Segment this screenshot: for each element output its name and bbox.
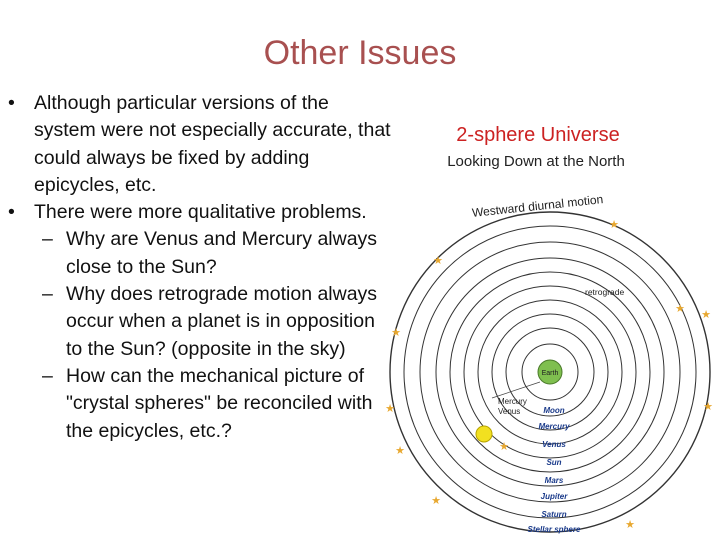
dash-icon: – bbox=[42, 283, 53, 306]
earth-label: Earth bbox=[541, 370, 559, 377]
star-icon: ★ bbox=[609, 219, 619, 231]
ring-label: Sun bbox=[546, 458, 562, 467]
star-icon: ★ bbox=[701, 309, 711, 321]
star-icon: ★ bbox=[385, 403, 395, 415]
ring-label: Mercury bbox=[538, 422, 570, 431]
star-icon: ★ bbox=[625, 519, 635, 531]
ring-label: Mars bbox=[544, 476, 564, 485]
dash-icon: – bbox=[42, 228, 53, 251]
diagram-subtitle: Looking Down at the North bbox=[447, 153, 625, 170]
bullet-list bbox=[6, 90, 391, 445]
bullet-text: Although particular versions of the system were not especially accurate, that could always be fixed by adding epicycles, etc. bbox=[34, 92, 391, 196]
slide-title: Other Issues bbox=[263, 34, 457, 72]
ring-label: Jupiter bbox=[540, 492, 568, 501]
bullet-item bbox=[6, 199, 391, 226]
retrograde-label: retrograde bbox=[585, 287, 625, 297]
star-icon: ★ bbox=[499, 441, 509, 453]
ring-label: Moon bbox=[543, 406, 565, 415]
bullet-dot-icon: • bbox=[8, 92, 15, 114]
sub-bullet-text: How can the mechanical picture of "crystal spheres" be reconciled with the epicycles, etc.? bbox=[66, 364, 373, 442]
mercury-label: Mercury bbox=[498, 397, 527, 406]
bullet-item bbox=[6, 90, 391, 199]
bullet-dot-icon: • bbox=[8, 201, 15, 224]
ring-label: Venus bbox=[542, 440, 566, 449]
sub-bullet-item bbox=[6, 281, 391, 363]
ring-label: Saturn bbox=[541, 510, 567, 519]
star-icon: ★ bbox=[703, 401, 713, 413]
sub-bullet-item bbox=[6, 226, 391, 281]
star-icon: ★ bbox=[431, 495, 441, 507]
star-icon: ★ bbox=[433, 255, 443, 267]
sub-bullet-text: Why are Venus and Mercury always close to the Sun? bbox=[66, 228, 378, 278]
star-icon: ★ bbox=[391, 327, 401, 339]
sun-disk bbox=[476, 426, 492, 442]
sub-bullet-item bbox=[6, 363, 391, 445]
bullet-text: There were more qualitative problems. bbox=[34, 201, 367, 224]
ring-label: Stellar sphere bbox=[527, 525, 581, 534]
venus-label: Venus bbox=[498, 407, 521, 416]
star-icon: ★ bbox=[395, 445, 405, 457]
pointer-line bbox=[492, 382, 540, 398]
star-icon: ★ bbox=[675, 303, 685, 315]
two-sphere-diagram bbox=[380, 112, 720, 540]
sub-bullet-text: Why does retrograde motion always occur when a planet is in opposition to the Sun? (opposite in the sky) bbox=[66, 283, 378, 360]
dash-icon: – bbox=[42, 364, 53, 387]
diagram-title: 2-sphere Universe bbox=[456, 124, 620, 146]
diurnal-motion-label: Westward diurnal motion bbox=[471, 192, 604, 220]
